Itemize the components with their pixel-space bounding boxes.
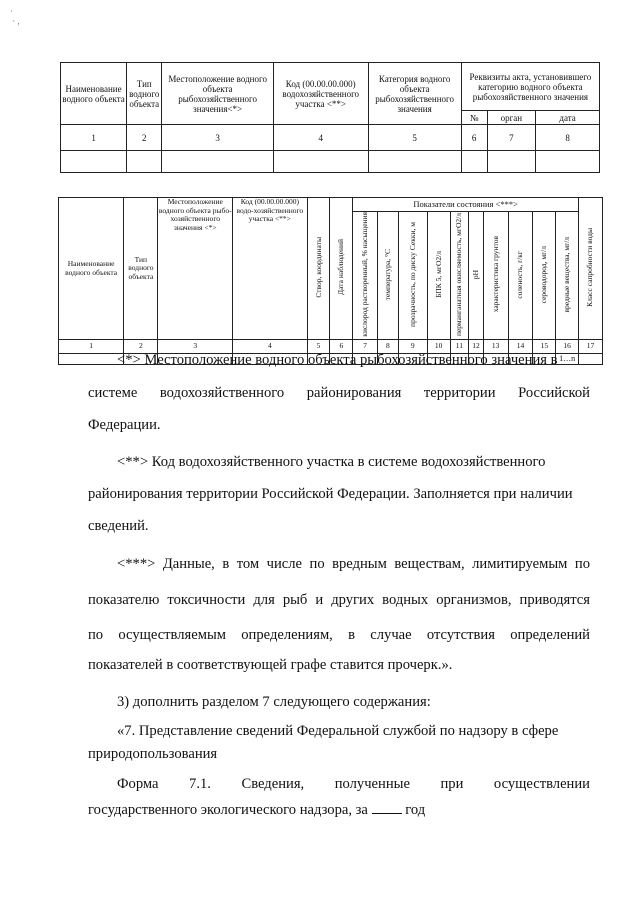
- col-number: 5: [368, 125, 461, 151]
- subheader-date: дата: [536, 111, 600, 125]
- form-7-1-year-label: год: [405, 802, 426, 818]
- col-number: 3: [158, 340, 233, 354]
- col-number: 15: [533, 340, 556, 354]
- header-temperature: температура, °С: [382, 248, 392, 301]
- col-number: 7: [353, 340, 378, 354]
- section-7-title-line-1: «7. Представление сведений Федеральной службой по надзору в сфере: [117, 723, 559, 739]
- note-1-line-3: Федерации.: [88, 417, 161, 433]
- year-blank-field[interactable]: [372, 801, 402, 814]
- note-3-line-3: по осуществляемым определениям, в случае отсутствия определений: [88, 627, 590, 643]
- form-table-2: [58, 197, 603, 365]
- note-2-line-2: районирования территории Российской Федерации. Заполняется при наличии: [88, 486, 573, 502]
- col-number: 10: [427, 340, 450, 354]
- col-number: 8: [536, 125, 600, 151]
- col-number: 1: [59, 340, 124, 354]
- empty-cell[interactable]: [273, 151, 368, 173]
- subheader-number: №: [461, 111, 487, 125]
- empty-cell[interactable]: [368, 151, 461, 173]
- header-site-coordinates: Створ, координаты: [313, 237, 323, 298]
- header-location: Местоположение водного объекта рыбохозяйственного значения<*>: [162, 63, 274, 125]
- header-ph: pH: [470, 269, 480, 279]
- header-name: Наименование водного объекта: [61, 63, 127, 125]
- header-soil: характеристика грунтов: [490, 236, 500, 313]
- col-number: 2: [127, 125, 162, 151]
- col-number: 13: [483, 340, 508, 354]
- subheader-organ: орган: [487, 111, 536, 125]
- col-number: 6: [461, 125, 487, 151]
- header-code: Код (00.00.00.000) водо-хозяйственного участка <**>: [233, 198, 308, 340]
- empty-cell[interactable]: [487, 151, 536, 173]
- paragraph-3: 3) дополнить разделом 7 следующего содержания:: [117, 694, 431, 710]
- header-category: Категория водного объекта рыбохозяйственного значения: [368, 63, 461, 125]
- form-table-1: [60, 62, 600, 173]
- header-permanganate: перманганатная окисляемость, мгО2/л: [454, 212, 464, 336]
- empty-cell[interactable]: [536, 151, 600, 173]
- col-number: 2: [124, 340, 158, 354]
- note-1-line-2: системе водохозяйственного районирования территории Российской: [88, 385, 590, 401]
- section-7-title-line-2: природопользования: [88, 746, 218, 762]
- note-1-line-1: <*> Местоположение водного объекта рыбохозяйственного значения в: [117, 352, 558, 368]
- range-cell: 1…n: [556, 354, 579, 365]
- form-7-1-line-2: [88, 801, 425, 819]
- scan-artifact: · · ,: [10, 6, 20, 26]
- col-number: 16: [556, 340, 579, 354]
- header-type: Тип водного объекта: [127, 63, 162, 125]
- col-number: 5: [307, 340, 330, 354]
- note-2-line-1: <**> Код водохозяйственного участка в системе водохозяйственного: [117, 454, 546, 470]
- col-number: 6: [330, 340, 353, 354]
- col-number: 9: [398, 340, 427, 354]
- col-number: 4: [233, 340, 308, 354]
- col-number: 8: [378, 340, 399, 354]
- header-act-details: Реквизиты акта, установившего категорию водного объекта рыбохозяйственного значения: [461, 63, 599, 111]
- header-indicators: Показатели состояния <***>: [353, 198, 579, 212]
- empty-cell[interactable]: [578, 354, 602, 365]
- empty-cell[interactable]: [461, 151, 487, 173]
- note-3-line-1: <***> Данные, в том числе по вредным веществам, лимитируемым по: [117, 556, 590, 572]
- col-number: 11: [450, 340, 469, 354]
- empty-cell[interactable]: [59, 354, 124, 365]
- note-3-line-4: показателей в соответствующей графе ставится прочерк.».: [88, 657, 453, 673]
- note-2-line-3: сведений.: [88, 518, 149, 534]
- col-number: 4: [273, 125, 368, 151]
- col-number: 17: [578, 340, 602, 354]
- col-number: 12: [469, 340, 484, 354]
- header-saprobity-class: Класс сапробности воды: [585, 227, 595, 307]
- col-number: 3: [162, 125, 274, 151]
- col-number: 1: [61, 125, 127, 151]
- note-3-line-2: показателю токсичности для рыб и других водных организмов, приводятся: [88, 592, 590, 608]
- form-7-1-line-1: Форма 7.1. Сведения, полученные при осуществлении: [117, 776, 590, 792]
- header-harmful-substances: вредные вещества, мг/л: [562, 236, 572, 313]
- header-hydrogen-sulfide: сероводород, мг/л: [539, 245, 549, 304]
- header-code: Код (00.00.00.000) водохозяйственного участка <**>: [273, 63, 368, 125]
- header-dissolved-oxygen: кислород растворенный, % насыщения: [360, 212, 370, 337]
- empty-cell[interactable]: [61, 151, 127, 173]
- form-7-1-text: государственного экологического надзора, за: [88, 802, 368, 818]
- header-salinity: соленость, г/кг: [515, 250, 525, 299]
- col-number: 7: [487, 125, 536, 151]
- col-number: 14: [508, 340, 533, 354]
- header-observation-date: Дата наблюдений: [336, 239, 346, 296]
- header-type: Тип водного объекта: [124, 198, 158, 340]
- header-bod5: БПК 5, мгО2/л: [433, 250, 443, 298]
- empty-cell[interactable]: [127, 151, 162, 173]
- header-name: Наименование водного объекта: [59, 198, 124, 340]
- header-transparency: прозрачность, по диску Секки, м: [407, 221, 417, 327]
- empty-cell[interactable]: [162, 151, 274, 173]
- header-location: Местоположение водного объекта рыбо-хозяйственного значения <*>: [158, 198, 233, 340]
